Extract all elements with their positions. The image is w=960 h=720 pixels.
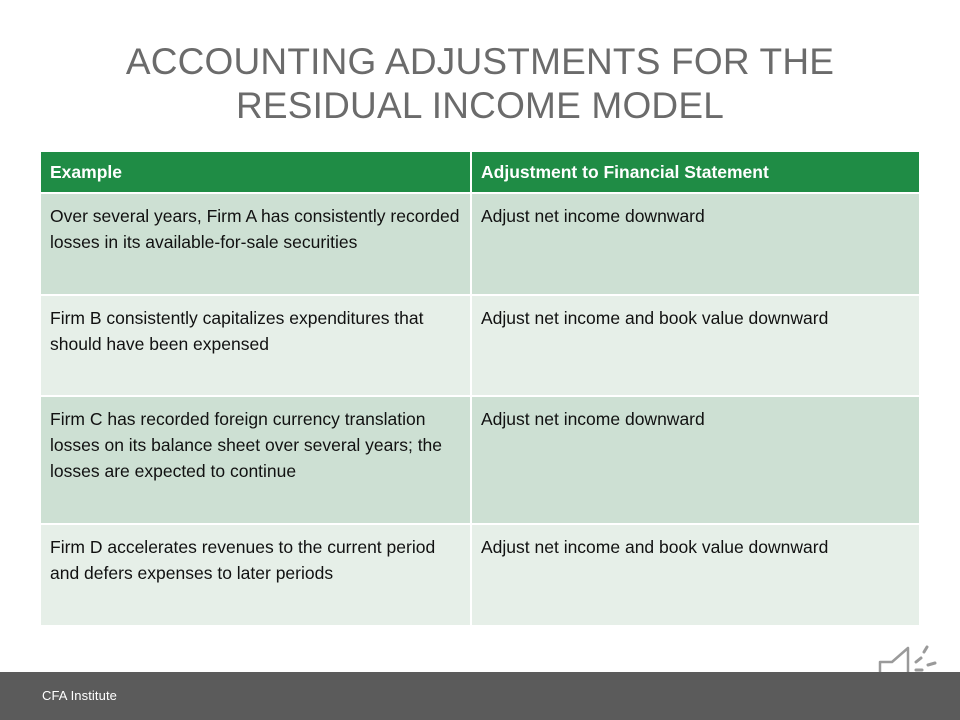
table-row (41, 295, 919, 396)
footer-bar (0, 672, 960, 720)
table-row (41, 524, 919, 625)
page-title (60, 40, 900, 128)
column-header-example: Example (41, 152, 471, 193)
cell-adjustment: Adjust net income downward (471, 193, 919, 295)
cell-adjustment: Adjust net income and book value downward (471, 295, 919, 396)
cell-adjustment: Adjust net income and book value downward (471, 524, 919, 625)
adjustments-table (41, 152, 919, 625)
cell-example: Firm B consistently capitalizes expenditures that should have been expensed (41, 295, 471, 396)
cell-adjustment: Adjust net income downward (471, 396, 919, 524)
cell-example: Firm D accelerates revenues to the current period and defers expenses to later periods (41, 524, 471, 625)
title-line-2: RESIDUAL INCOME MODEL (235, 85, 725, 126)
table-row (41, 193, 919, 295)
cell-example: Over several years, Firm A has consistently recorded losses in its available-for-sale securities (41, 193, 471, 295)
title-line-1: ACCOUNTING ADJUSTMENTS FOR THE (125, 41, 835, 82)
cell-example: Firm C has recorded foreign currency translation losses on its balance sheet over several years; the losses are expected to continue (41, 396, 471, 524)
table-row (41, 396, 919, 524)
column-header-adjustment: Adjustment to Financial Statement (471, 152, 919, 193)
table-header-row (41, 152, 919, 193)
footer-org-label: CFA Institute (42, 688, 118, 703)
